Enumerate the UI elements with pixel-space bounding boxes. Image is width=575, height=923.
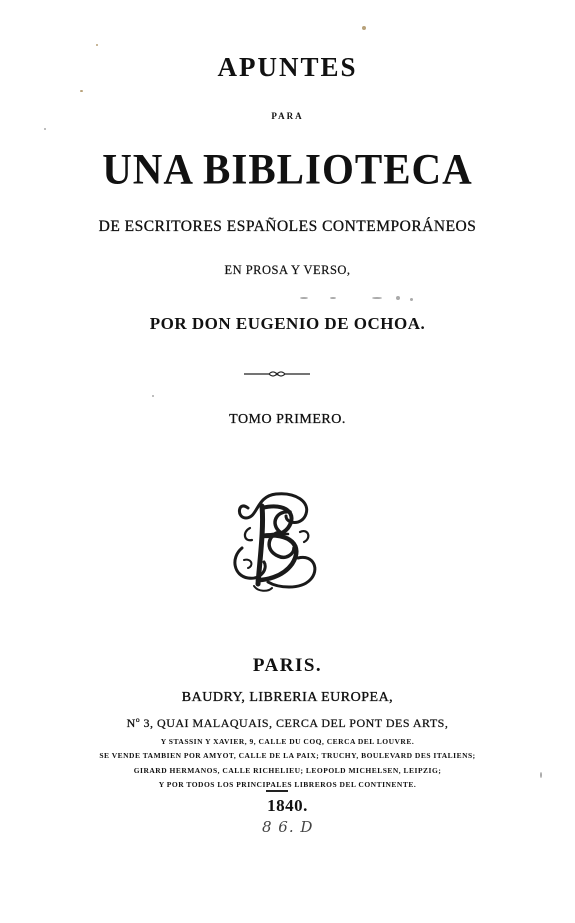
subtitle-line-2: EN PROSA Y VERSO,	[224, 263, 351, 277]
main-title: UNA BIBLIOTECA	[102, 144, 473, 194]
subtitle-line-1: DE ESCRITORES ESPAÑOLES CONTEMPORÁNEOS	[98, 218, 477, 235]
paper-speck	[362, 26, 366, 30]
year-rule	[266, 790, 288, 792]
imprint-city: PARIS.	[252, 655, 323, 676]
author-line: POR DON EUGENIO DE OCHOA.	[149, 314, 426, 333]
volume-line: TOMO PRIMERO.	[229, 412, 346, 427]
ornament-rule	[242, 369, 312, 379]
paper-speck	[540, 772, 542, 778]
imprint-sellers-2: GIRARD HERMANOS, CALLE RICHELIEU; LEOPOLD MICHELSEN, LEIPZIG;	[133, 766, 442, 775]
paper-speck	[396, 296, 400, 300]
publisher-monogram	[228, 488, 326, 596]
imprint-sellers-1: SE VENDE TAMBIEN POR AMYOT, CALLE DE LA PAIX; TRUCHY, BOULEVARD DES ITALIENS;	[99, 751, 476, 760]
paper-speck	[44, 128, 46, 130]
title-line-1: APUNTES	[217, 52, 358, 82]
imprint-publisher: BAUDRY, LIBRERIA EUROPEA,	[181, 690, 394, 705]
imprint-sellers-3: Y POR TODOS LOS PRINCIPALES LIBREROS DEL CONTINENTE.	[158, 780, 417, 789]
paper-speck	[152, 395, 154, 397]
paper-speck	[96, 44, 98, 46]
imprint-address-2: Y STASSIN Y XAVIER, 9, CALLE DU COQ, CERCA DEL LOUVRE.	[160, 737, 415, 746]
paper-speck	[80, 90, 83, 92]
paper-speck	[372, 297, 382, 299]
imprint-year: 1840.	[267, 796, 308, 815]
paper-speck	[300, 297, 308, 299]
paper-speck	[410, 298, 413, 301]
imprint-address: Nº 3, QUAI MALAQUAIS, CERCA DEL PONT DES ARTS,	[126, 716, 449, 730]
title-line-2: PARA	[271, 111, 304, 121]
handwritten-shelfmark: 8 6. D	[262, 818, 314, 836]
paper-speck	[330, 297, 336, 299]
